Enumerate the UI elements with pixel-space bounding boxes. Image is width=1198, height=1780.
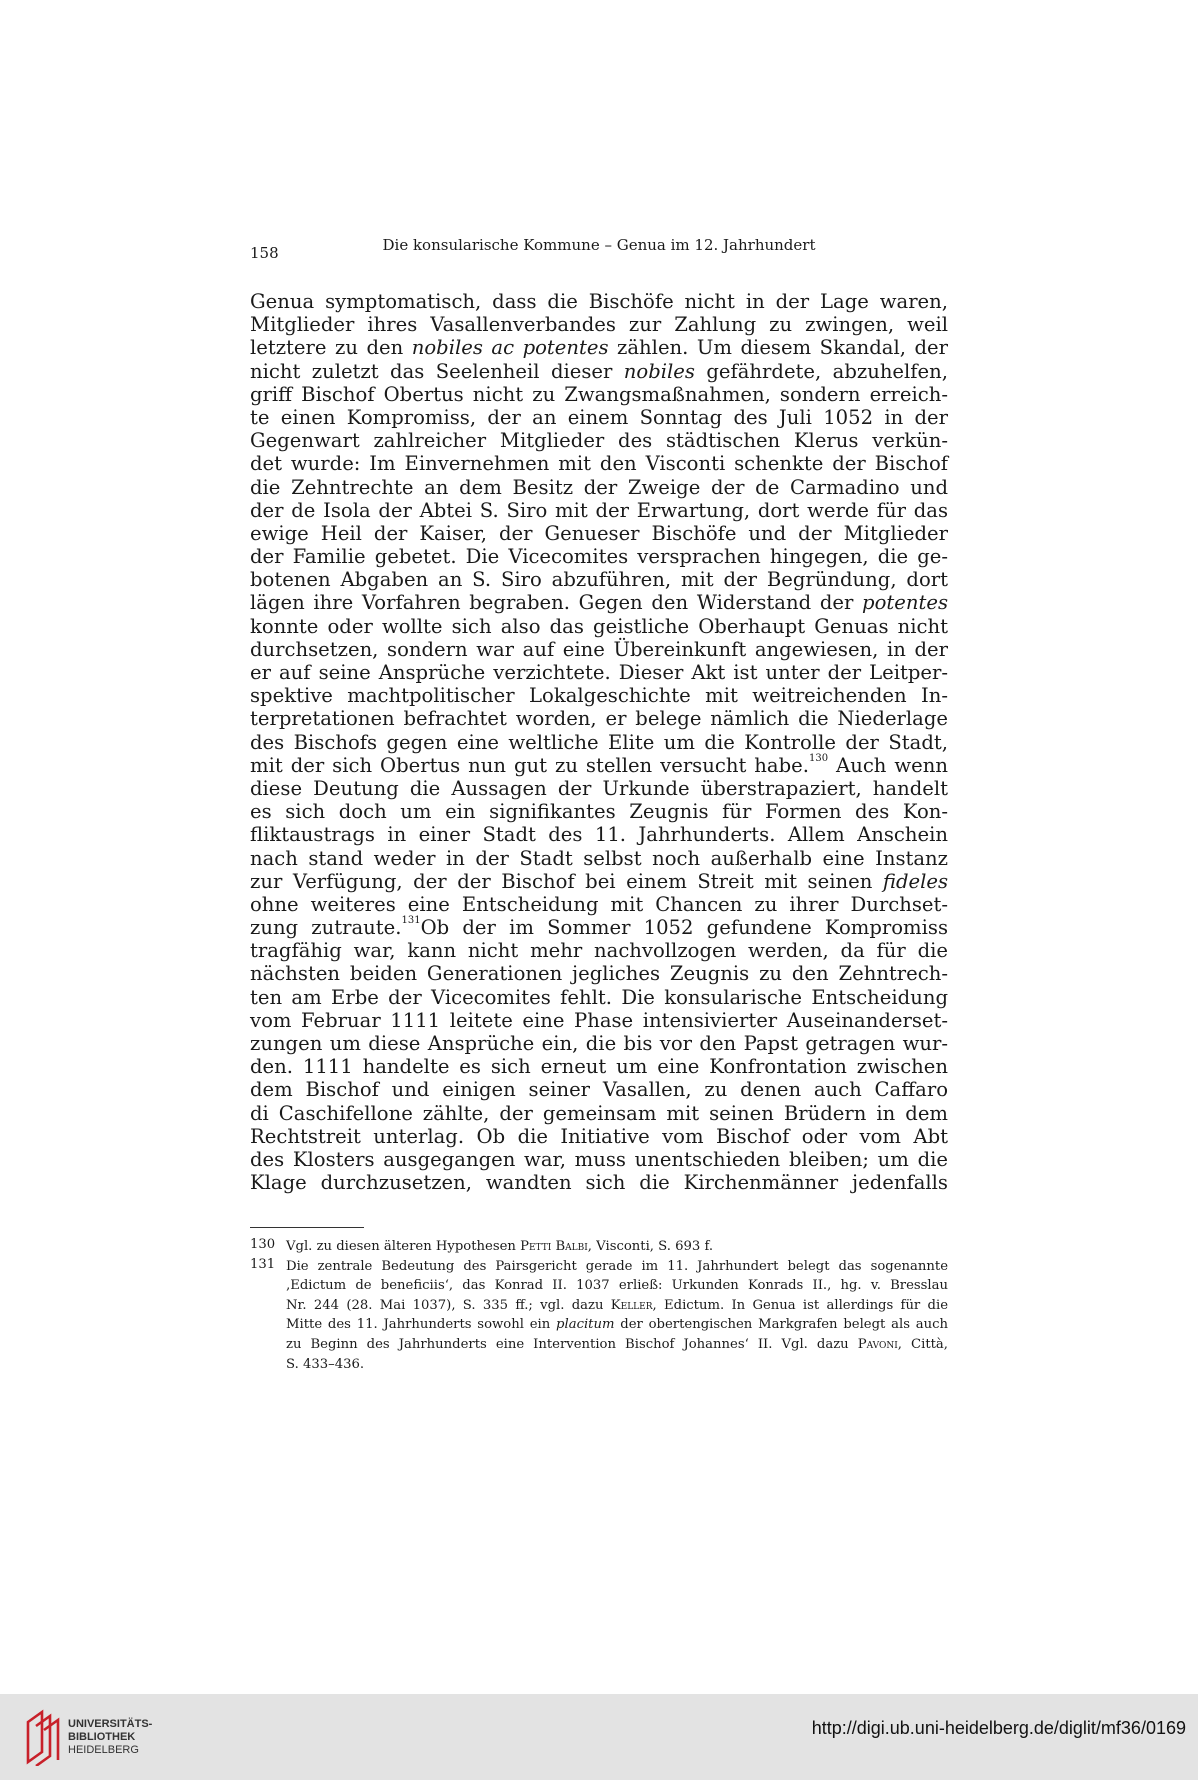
footnotes [250, 1237, 948, 1374]
text-line: fliktaustrags in einer Stadt des 11. Jahrhunderts. Allem Anschein [250, 823, 948, 847]
text-line: die Zehntrechte an dem Besitz der Zweige der de Carmadino und [250, 475, 948, 499]
footnote-line: zu Beginn des Jahrhunderts eine Intervention Bischof Johannes‘ II. Vgl. dazu Pavoni, Città, [286, 1336, 948, 1352]
footer-bar [0, 1694, 1198, 1780]
footnote-line: ‚Edictum de beneficiis‘, das Konrad II. 1037 erließ: Urkunden Konrads II., hg. v. Bresslau [286, 1278, 948, 1294]
text-line: Genua symptomatisch, dass die Bischöfe nicht in der Lage waren, [250, 290, 948, 313]
footnote-line: Mitte des 11. Jahrhunderts sowohl ein placitum der obertengischen Markgrafen belegt als auch [286, 1317, 948, 1333]
author-name: Pavoni [857, 1336, 898, 1352]
text-line: zungen um diese Ansprüche ein, die bis vor den Papst getragen wur- [250, 1032, 948, 1055]
library-name-line-3: HEIDELBERG [68, 1744, 139, 1756]
footnote-line: Die zentrale Bedeutung des Pairsgericht gerade im 11. Jahrhundert belegt das sogenannte [286, 1258, 948, 1274]
body-text [250, 290, 948, 1194]
text-line: diese Deutung die Aussagen der Urkunde überstrapaziert, handelt [250, 776, 948, 800]
text-line: ten am Erbe der Vicecomites fehlt. Die konsularische Entscheidung [250, 985, 948, 1009]
footnote-line: Nr. 244 (28. Mai 1037), S. 335 ff.; vgl. dazu Keller, Edictum. In Genua ist allerdings für die [286, 1297, 948, 1313]
permalink-url[interactable]: http://digi.ub.uni-heidelberg.de/diglit/mf36/0169 [811, 1718, 1186, 1738]
footnote-number: 131 [250, 1256, 276, 1272]
footnote [250, 1237, 948, 1257]
text-line: ohne weiteres eine Entscheidung mit Chancen zu ihrer Durchset- [250, 892, 948, 916]
text-line: dem Bischof und einigen seiner Vasallen, zu denen auch Caffaro [250, 1078, 948, 1102]
italic-term: fideles [882, 869, 948, 893]
footnote-line: Vgl. zu diesen älteren Hypothesen Petti Balbi, Visconti, S. 693 f. [286, 1239, 714, 1254]
library-name-line-1: UNIVERSITÄTS- [68, 1718, 153, 1730]
italic-term: nobiles [623, 359, 695, 383]
footnote [250, 1257, 948, 1375]
text-line: griff Bischof Obertus nicht zu Zwangsmaßnahmen, sondern erreich- [250, 382, 948, 406]
text-line: det wurde: Im Einvernehmen mit den Visconti schenkte der Bischof [250, 452, 948, 476]
text-line: zur Verfügung, der der Bischof bei einem Streit mit seinen fideles [250, 869, 948, 893]
text-line: botenen Abgaben an S. Siro abzuführen, mit der Begründung, dort [250, 568, 948, 592]
text-line: nicht zuletzt das Seelenheil dieser nobiles gefährdete, abzuhelfen, [250, 359, 948, 383]
text-line: durchsetzen, sondern war auf eine Übereinkunft angewiesen, in der [250, 637, 948, 661]
text-line: der Familie gebetet. Die Vicecomites versprachen hingegen, die ge- [250, 545, 948, 569]
text-line: nächsten beiden Generationen jegliches Zeugnis zu den Zehntrech- [250, 962, 948, 986]
running-head: Die konsularische Kommune – Genua im 12. Jahrhundert [382, 236, 816, 254]
text-line: Gegenwart zahlreicher Mitglieder des städtischen Klerus verkün- [250, 429, 948, 453]
text-line: des Klosters ausgegangen war, muss unentschieden bleiben; um die [250, 1147, 948, 1171]
italic-term: nobiles ac potentes [411, 336, 609, 360]
italic-term: placitum [556, 1317, 615, 1333]
text-line: tragfähig war, kann nicht mehr nachvollzogen werden, da für die [250, 939, 948, 963]
footnote-line: S. 433–436. [286, 1356, 365, 1372]
text-line: Mitglieder ihres Vasallenverbandes zur Zahlung zu zwingen, weil [250, 313, 948, 337]
text-line: Rechtstreit unterlag. Ob die Initiative vom Bischof oder vom Abt [250, 1124, 948, 1148]
text-line: der de Isola der Abtei S. Siro mit der Erwartung, dort werde für das [250, 498, 948, 522]
text-line: letztere zu den nobiles ac potentes zählen. Um diesem Skandal, der [250, 336, 948, 360]
text-line: spektive machtpolitischer Lokalgeschichte mit weitreichenden In- [250, 684, 948, 708]
footnote-number: 130 [250, 1237, 276, 1252]
text-line: ewige Heil der Kaiser, der Genueser Bischöfe und der Mitglieder [250, 521, 948, 545]
text-line: te einen Kompromiss, der an einem Sonntag des Juli 1052 in der [250, 405, 948, 429]
text-line: nach stand weder in der Stadt selbst noch außerhalb eine Instanz [250, 846, 948, 870]
author-name: Keller [610, 1297, 653, 1313]
text-line: es sich doch um ein signifikantes Zeugnis für Formen des Kon- [250, 800, 948, 824]
text-line: lägen ihre Vorfahren begraben. Gegen den Widerstand der potentes [250, 591, 948, 615]
library-name [68, 1718, 152, 1757]
text-line: terpretationen befrachtet worden, er belege nämlich die Niederlage [250, 707, 948, 731]
library-logo-icon [24, 1708, 66, 1766]
text-line: Klage durchzusetzen, wandten sich die Kirchenmänner jedenfalls [250, 1171, 948, 1195]
text-line: di Caschifellone zählte, der gemeinsam mit seinen Brüdern in dem [250, 1101, 948, 1125]
text-line: er auf seine Ansprüche verzichtete. Dieser Akt ist unter der Leitper- [250, 661, 948, 684]
text-line: zung zutraute.$^{131}$Ob der im Sommer 1052 gefundene Kompromiss [250, 915, 948, 940]
text-line: konnte oder wollte sich also das geistliche Oberhaupt Genuas nicht [250, 614, 948, 638]
text-line: mit der sich Obertus nun gut zu stellen versucht habe.$^{130}$ Auch wenn [250, 752, 948, 777]
italic-term: potentes [862, 591, 948, 615]
author-name: Petti Balbi [520, 1239, 588, 1254]
page-number: 158 [250, 244, 279, 262]
text-line: den. 1111 handelte es sich erneut um eine Konfrontation zwischen [250, 1055, 948, 1079]
footnote-ref: 130 [808, 752, 829, 764]
footnote-ref: 131 [401, 915, 421, 927]
text-line: des Bischofs gegen eine weltliche Elite um die Kontrolle der Stadt, [250, 730, 948, 754]
text-line: vom Februar 1111 leitete eine Phase intensivierter Auseinanderset- [250, 1008, 948, 1032]
library-name-line-2: BIBLIOTHEK [68, 1731, 136, 1743]
footnote-separator [250, 1227, 364, 1228]
